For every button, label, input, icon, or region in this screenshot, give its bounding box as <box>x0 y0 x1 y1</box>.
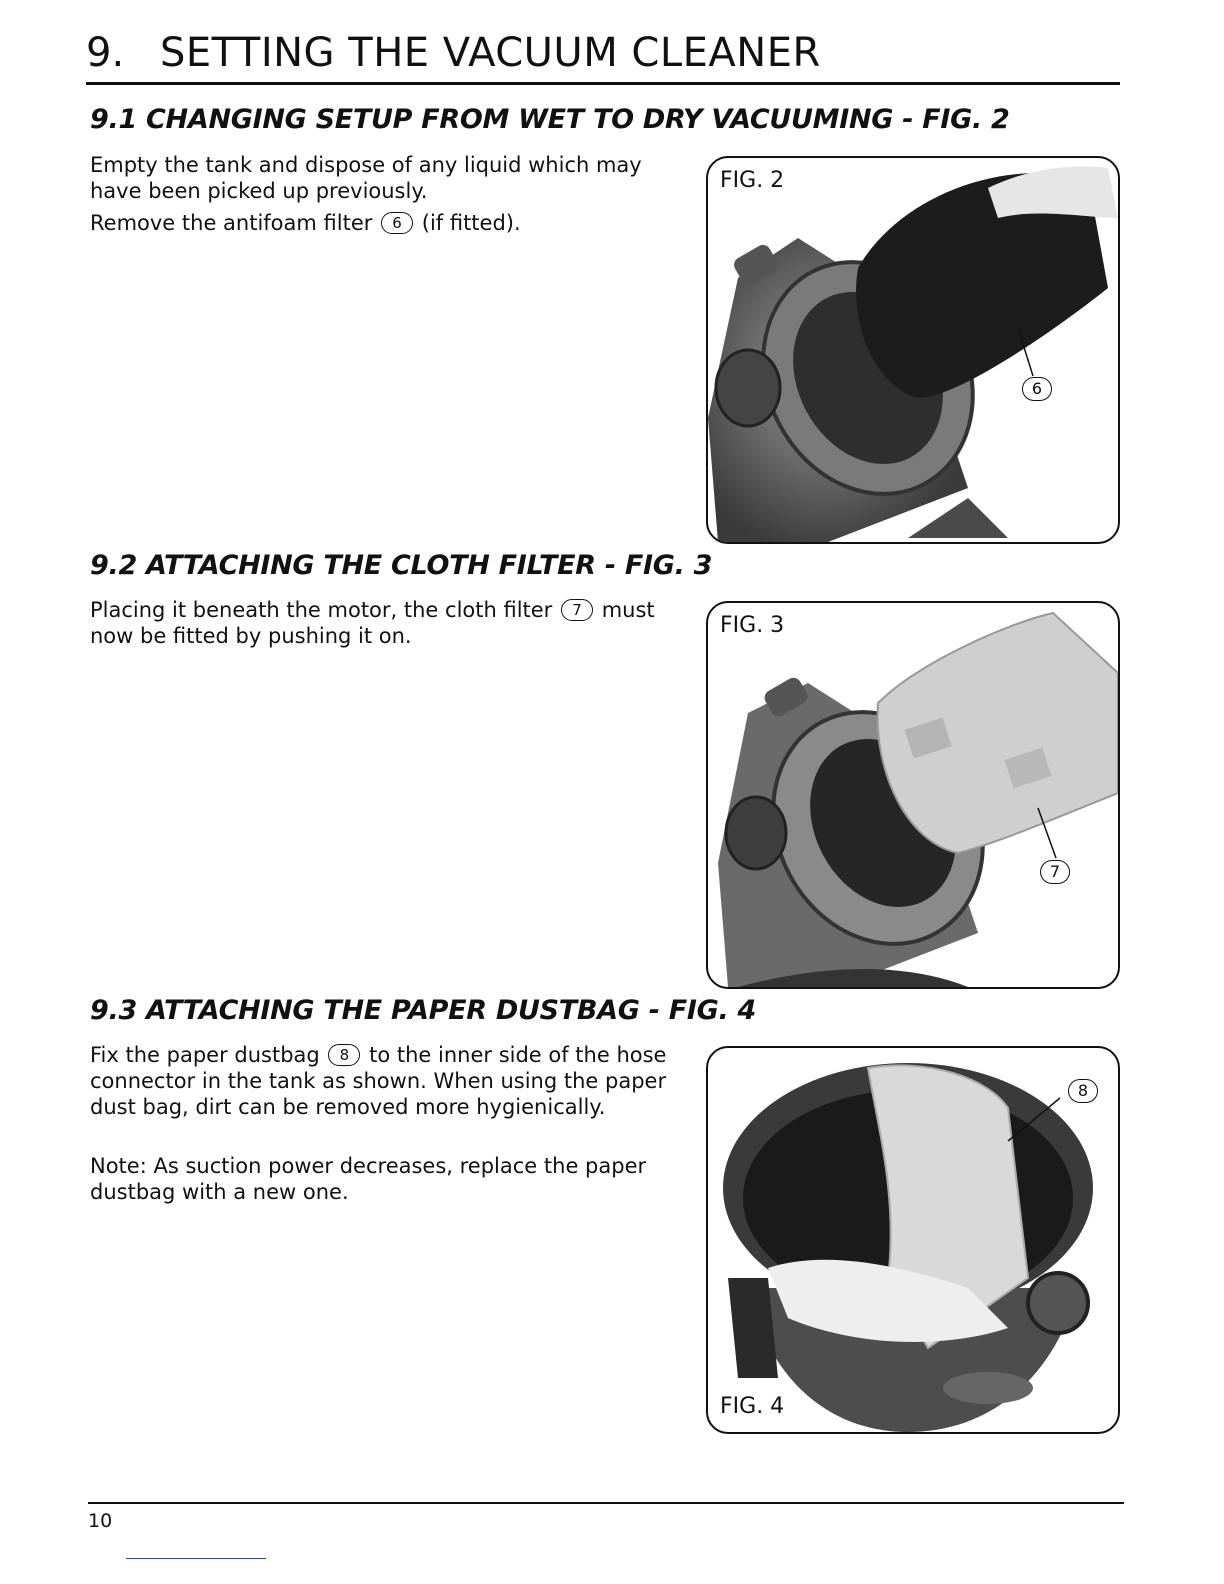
callout-6: 6 <box>1022 377 1052 401</box>
figure-label: FIG. 3 <box>720 613 785 638</box>
paragraph-text: Remove the antifoam filter <box>90 211 373 235</box>
paragraph-text: must now be fitted by pushing it on. <box>90 598 655 648</box>
section-heading-9-3: 9.3 ATTACHING THE PAPER DUSTBAG - FIG. 4 <box>90 995 757 1026</box>
part-reference-8: 8 <box>328 1044 360 1066</box>
page-number: 10 <box>88 1510 113 1532</box>
paragraph-text: Fix the paper dustbag <box>90 1043 320 1067</box>
section-heading-9-2: 9.2 ATTACHING THE CLOTH FILTER - FIG. 3 <box>90 550 713 581</box>
bottom-underline <box>126 1558 266 1559</box>
section-9-3-paragraph-1 <box>90 1042 690 1120</box>
section-heading-9-1: 9.1 CHANGING SETUP FROM WET TO DRY VACUUMING - FIG. 2 <box>90 104 1010 135</box>
part-reference-7: 7 <box>561 599 593 621</box>
footer-rule <box>88 1502 1124 1504</box>
paper-dustbag-photo <box>708 1048 1118 1432</box>
chapter-number: 9. <box>86 30 125 76</box>
antifoam-filter-photo <box>708 158 1118 542</box>
figure-2 <box>706 156 1120 544</box>
cloth-filter-photo <box>708 603 1118 987</box>
paragraph-text: (if fitted). <box>421 211 521 235</box>
paragraph-text: to the inner side of the hose connector in the tank as shown. When using the paper dust bag, dirt can be removed more hygienically. <box>90 1043 667 1119</box>
callout-7: 7 <box>1040 860 1070 884</box>
figure-label: FIG. 4 <box>720 1394 785 1419</box>
section-9-2-paragraph-1 <box>90 597 690 649</box>
figure-3 <box>706 601 1120 989</box>
callout-8: 8 <box>1068 1079 1098 1103</box>
figure-label: FIG. 2 <box>720 168 785 193</box>
paragraph-text: Placing it beneath the motor, the cloth filter <box>90 598 553 622</box>
section-9-3-paragraph-2: Note: As suction power decreases, replace the paper dustbag with a new one. <box>90 1154 647 1204</box>
section-9-1-paragraph-2 <box>90 210 690 236</box>
figure-4 <box>706 1046 1120 1434</box>
page-header <box>86 28 1120 85</box>
part-reference-6: 6 <box>381 212 413 234</box>
section-9-1-paragraph-1: Empty the tank and dispose of any liquid which may have been picked up previously. <box>90 153 642 203</box>
page-title: SETTING THE VACUUM CLEANER <box>160 30 821 76</box>
